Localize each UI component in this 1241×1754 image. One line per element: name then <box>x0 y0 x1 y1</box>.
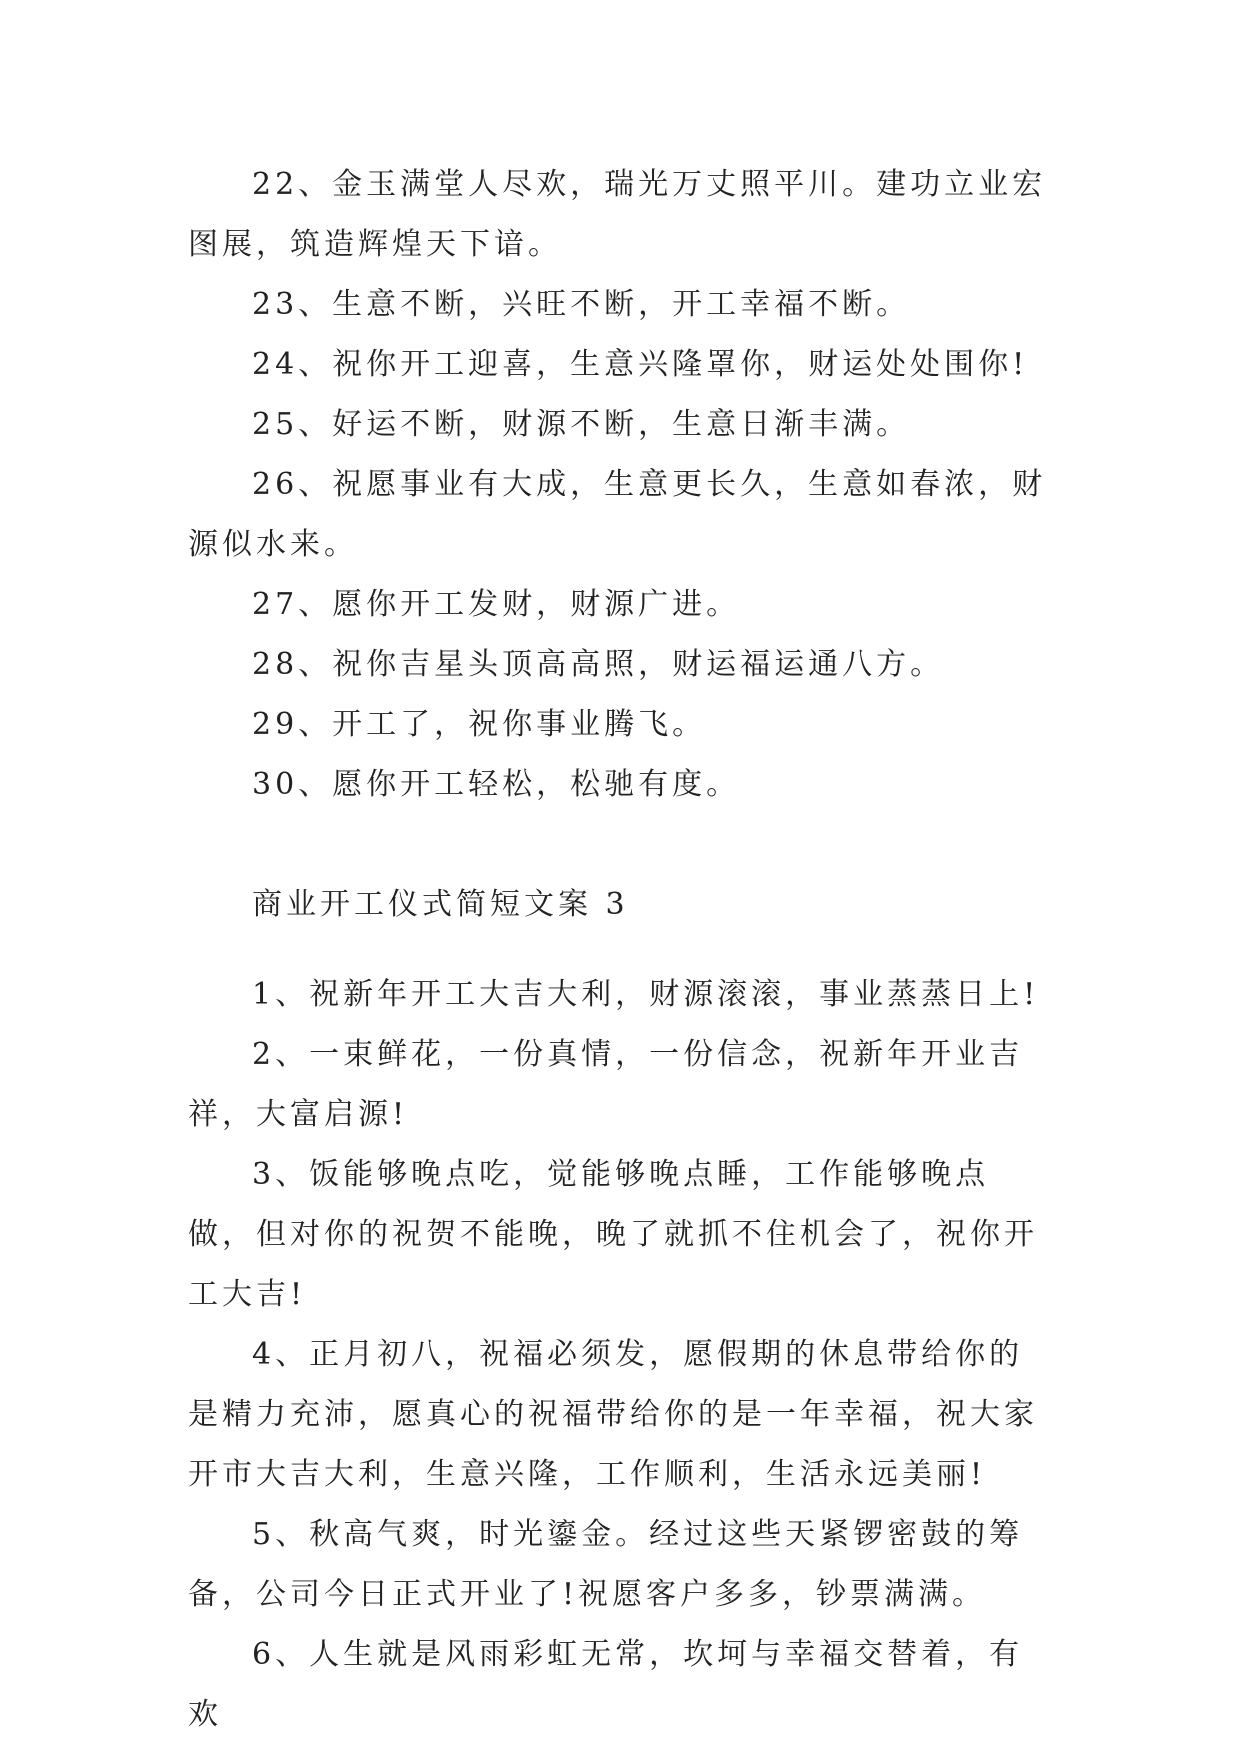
list-item: 27、愿你开工发财，财源广进。 <box>252 587 741 622</box>
list-item: 4、正月初八，祝福必须发，愿假期的休息带给你的是精力充沛，愿真心的祝福带给你的是一年幸福，祝大家开市大吉大利，生意兴隆，工作顺利，生活永远美丽! <box>188 1337 1038 1492</box>
list-item: 23、生意不断，兴旺不断，开工幸福不断。 <box>252 287 911 322</box>
list-item: 3、饭能够晚点吃，觉能够晚点睡，工作能够晚点做，但对你的祝贺不能晚，晚了就抓不住机会了，祝你开工大吉! <box>188 1157 1038 1312</box>
list-item: 24、祝你开工迎喜，生意兴隆罩你，财运处处围你! <box>252 347 1029 382</box>
list-item: 22、金玉满堂人尽欢，瑞光万丈照平川。建功立业宏图展，筑造辉煌天下谙。 <box>188 167 1047 262</box>
list-item: 28、祝你吉星头顶高高照，财运福运通八方。 <box>252 647 945 682</box>
list-item: 1、祝新年开工大吉大利，财源滚滚，事业蒸蒸日上! <box>252 977 1040 1012</box>
list-item: 5、秋高气爽，时光鎏金。经过这些天紧锣密鼓的筹备，公司今日正式开业了!祝愿客户多多，钞票满满。 <box>188 1517 1024 1612</box>
document-body <box>188 155 1050 1745</box>
list-item: 25、好运不断，财源不断，生意日渐丰满。 <box>252 407 911 442</box>
list-item: 30、愿你开工轻松，松驰有度。 <box>252 767 741 802</box>
list-item: 2、一束鲜花，一份真情，一份信念，祝新年开业吉祥，大富启源! <box>188 1037 1024 1132</box>
section-heading: 商业开工仪式简短文案 3 <box>252 887 629 922</box>
list-item: 29、开工了，祝你事业腾飞。 <box>252 707 707 742</box>
list-item: 6、人生就是风雨彩虹无常，坎坷与幸福交替着，有欢 <box>188 1637 1024 1732</box>
list-item: 26、祝愿事业有大成，生意更长久，生意如春浓，财源似水来。 <box>188 467 1047 562</box>
